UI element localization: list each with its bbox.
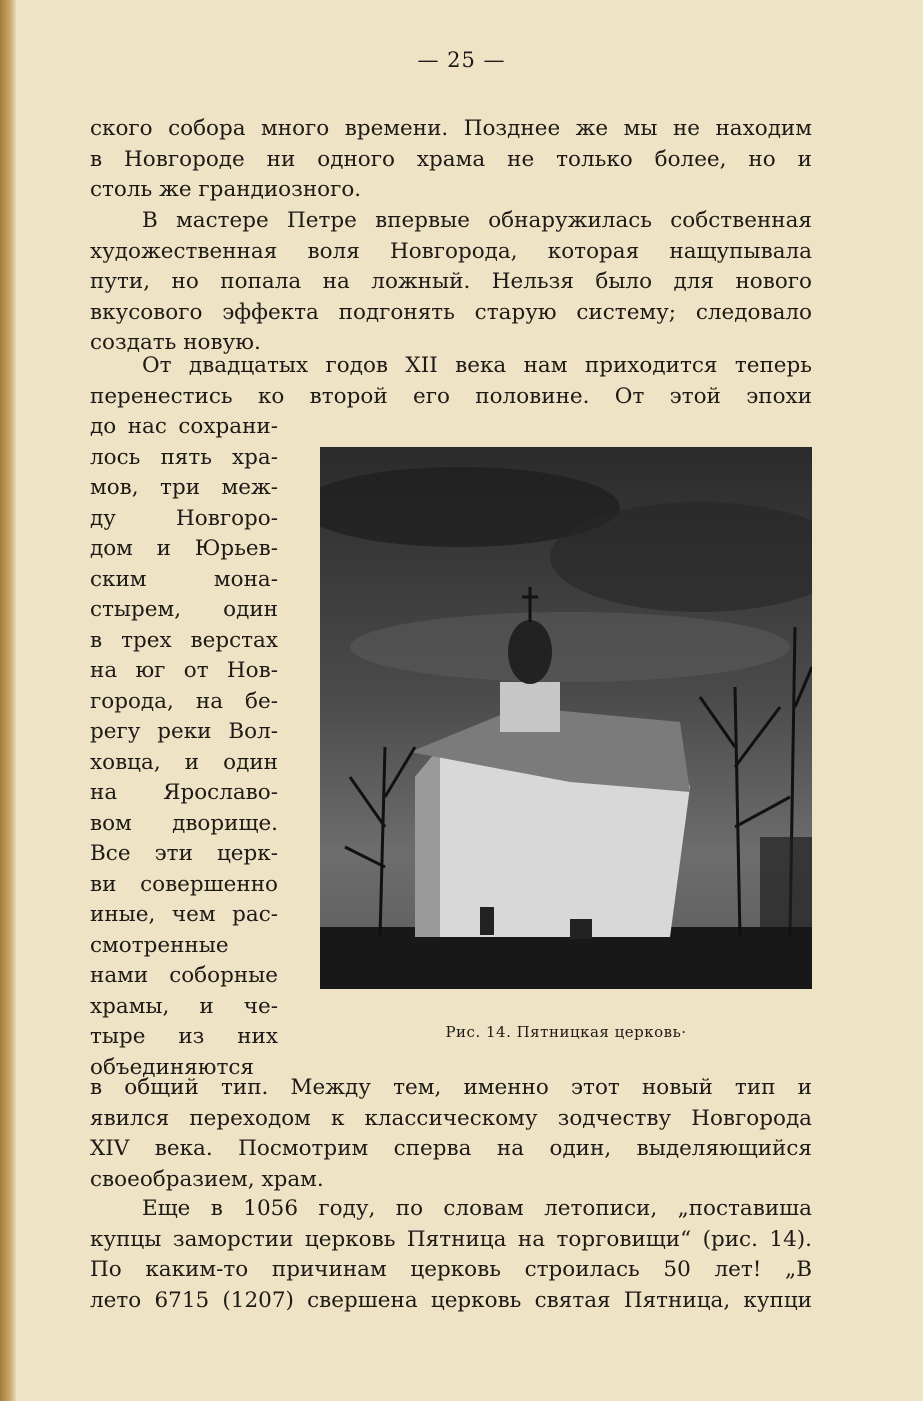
text-line: В мастере Петре впервые обнаружилась собственная <box>142 208 812 233</box>
text-line: стырем, один <box>90 597 278 622</box>
text-line: на Ярославо- <box>90 780 278 805</box>
paragraph-3 <box>90 351 812 412</box>
text-line: художественная воля Новгорода, которая нащупывала <box>90 238 812 264</box>
text-line: дом и Юрьев- <box>90 536 278 561</box>
text-line: мов, три меж- <box>90 475 278 500</box>
text-line: иные, чем рас- <box>90 902 278 927</box>
text-line: тыре из них <box>90 1024 278 1049</box>
text-line: создать новую. <box>90 330 261 355</box>
text-line: купцы заморстии церковь Пятница на торговищи“ (рис. 14). <box>90 1226 812 1252</box>
text-line: вом дворище. <box>90 810 278 836</box>
text-line: столь же грандиозного. <box>90 177 362 202</box>
text-line: пути, но попала на ложный. Нельзя было для нового <box>90 269 812 294</box>
text-line: От двадцатых годов XII века нам приходится теперь <box>142 353 812 378</box>
text-line: ду Новгоро- <box>90 505 278 531</box>
text-line: на юг от Нов- <box>90 658 278 683</box>
text-line: ского собора много времени. Позднее же мы не находим <box>90 116 812 141</box>
church-photo-drawing <box>320 447 812 989</box>
text-line: регу реки Вол- <box>90 719 278 744</box>
text-line: лето 6715 (1207) свершена церковь святая Пятница, купци <box>90 1287 812 1313</box>
page-number: — 25 — <box>417 48 506 72</box>
text-line: ховца, и один <box>90 749 278 775</box>
text-line: ви совершенно <box>90 871 278 897</box>
figure-caption: Рис. 14. Пятницкая церковь· <box>445 1023 687 1041</box>
text-line: вкусового эффекта подгонять старую систему; следовало <box>90 299 812 325</box>
paragraph-2 <box>90 206 812 359</box>
text-line: нами соборные <box>90 963 278 988</box>
text-line: Еще в 1056 году, по словам летописи, „поставиша <box>142 1196 812 1221</box>
text-line: перенестись ко второй его половине. От этой эпохи <box>90 383 812 409</box>
text-line: до нас сохрани- <box>90 414 278 439</box>
text-line: в Новгороде ни одного храма не только более, но и <box>90 146 812 172</box>
text-line: храмы, и че- <box>90 993 278 1019</box>
wrapped-column <box>90 412 278 1083</box>
text-line: объединяются <box>90 1054 254 1080</box>
text-line: XIV века. Посмотрим сперва на один, выделяющийся <box>90 1136 812 1161</box>
text-line: города, на бе- <box>90 688 278 714</box>
paragraph-1 <box>90 114 812 206</box>
text-line: лось пять хра- <box>90 444 278 470</box>
page-edge <box>0 0 16 1401</box>
text-line: смотренные <box>90 932 229 958</box>
text-line: в трех верстах <box>90 627 278 653</box>
church-photo <box>320 447 812 989</box>
text-line: явился переходом к классическому зодчеству Новгорода <box>90 1105 812 1131</box>
paragraph-4 <box>90 1194 812 1316</box>
paragraph-3-end <box>90 1073 812 1195</box>
text-line: в общий тип. Между тем, именно этот новый тип и <box>90 1075 812 1100</box>
text-line: ским мона- <box>90 566 278 592</box>
text-line: своеобразием, храм. <box>90 1166 324 1192</box>
text-line: Все эти церк- <box>90 841 278 866</box>
text-line: По каким-то причинам церковь строилась 50 лет! „В <box>90 1257 812 1282</box>
